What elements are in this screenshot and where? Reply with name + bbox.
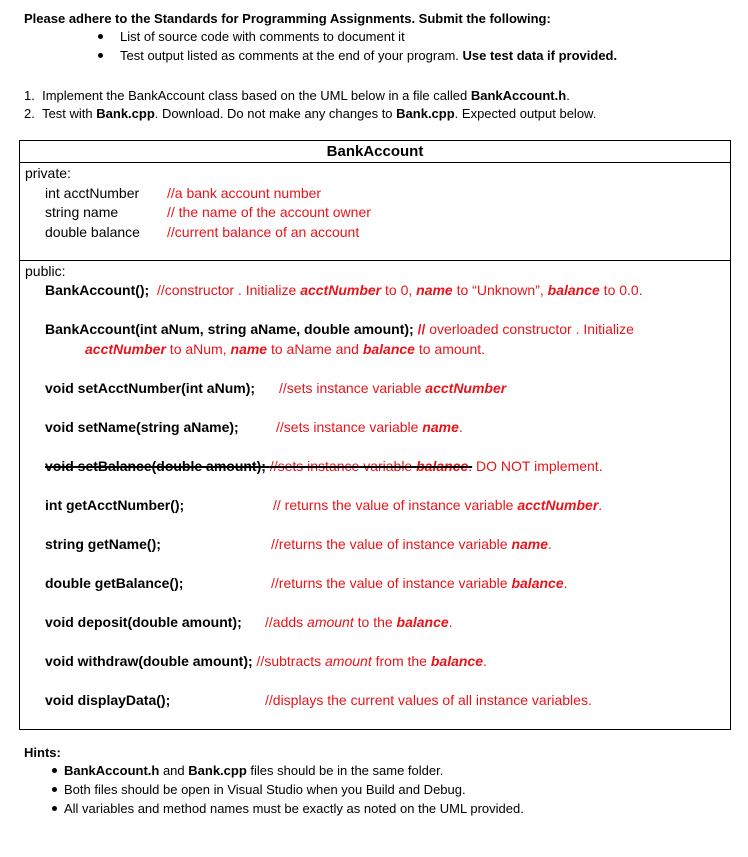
hint-item-visual-studio: Both files should be open in Visual Studio when you Build and Debug. — [64, 782, 466, 797]
method-constructor-default: BankAccount(); //constructor . Initialize acctNumber to 0, name to “Unknown”, balance to 0.0. — [45, 282, 643, 298]
method-getbalance: double getBalance(); //returns the value of instance variable balance. — [45, 575, 568, 591]
submit-item-source: List of source code with comments to document it — [120, 29, 405, 44]
instructions-title: Please adhere to the Standards for Programming Assignments. Submit the following: — [24, 11, 551, 26]
step-1: 1. Implement the BankAccount class based on the UML below in a file called BankAccount.h. — [24, 88, 570, 103]
uml-class-diagram — [19, 140, 731, 730]
public-label: public: — [25, 263, 66, 279]
hints-label: Hints: — [24, 745, 61, 760]
attr-acctnumber: int acctNumber //a bank account number — [45, 185, 322, 201]
method-getname: string getName(); //returns the value of instance variable name. — [45, 536, 552, 552]
method-displaydata: void displayData(); //displays the current values of all instance variables. — [45, 692, 592, 708]
hint-item-folder: BankAccount.h and Bank.cpp files should be in the same folder. — [64, 763, 444, 778]
private-label: private: — [25, 165, 71, 181]
bullet-icon — [98, 53, 103, 58]
bullet-icon — [52, 806, 57, 811]
bullet-icon — [52, 787, 57, 792]
bullet-icon — [52, 768, 57, 773]
uml-class-name: BankAccount — [326, 143, 424, 160]
attr-balance: double balance //current balance of an account — [45, 224, 360, 240]
hint-item-naming: All variables and method names must be exactly as noted on the UML provided. — [64, 801, 524, 816]
method-setname: void setName(string aName); //sets instance variable name. — [45, 419, 463, 435]
uml-divider — [20, 162, 730, 163]
attr-name: string name // the name of the account owner — [45, 204, 371, 220]
method-deposit: void deposit(double amount); //adds amount to the balance. — [45, 614, 453, 630]
step-2: 2. Test with Bank.cpp. Download. Do not make any changes to Bank.cpp. Expected output below. — [24, 106, 597, 121]
bullet-icon — [98, 34, 103, 39]
method-withdraw: void withdraw(double amount); //subtracts amount from the balance. — [45, 653, 487, 669]
submit-item-test: Test output listed as comments at the end of your program. Use test data if provided. — [120, 48, 618, 63]
method-setacctnumber: void setAcctNumber(int aNum); //sets instance variable acctNumber — [45, 380, 507, 396]
method-constructor-overloaded: BankAccount(int aNum, string aName, double amount); // overloaded constructor . Initialize — [45, 321, 634, 337]
method-constructor-overloaded-cont: acctNumber to aNum, name to aName and balance to amount. — [85, 341, 486, 357]
method-setbalance: void setBalance(double amount); //sets instance variable balance. DO NOT implement. — [45, 458, 603, 474]
uml-divider — [20, 260, 730, 261]
method-getacctnumber: int getAcctNumber(); // returns the value of instance variable acctNumber. — [45, 497, 603, 513]
